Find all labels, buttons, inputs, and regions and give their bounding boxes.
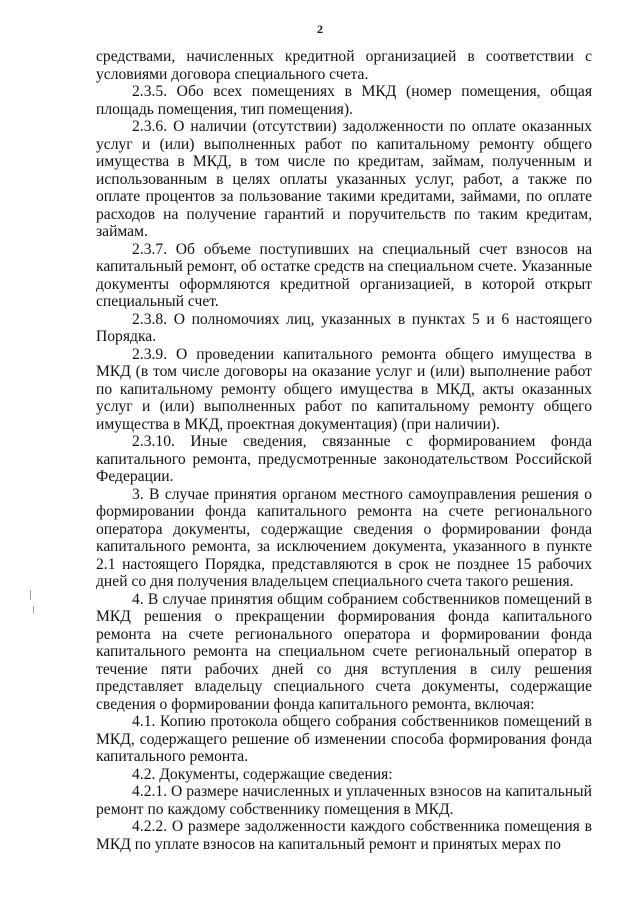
document-body [96,48,592,853]
paragraph-continuation: средствами, начисленных кредитной организацией в соответствии с условиями договора специального счета. [96,48,592,83]
margin-mark [33,606,34,613]
paragraph-2-3-10: 2.3.10. Иные сведения, связанные с формированием фонда капитального ремонта, предусмотренные законодательством Российской Федерации. [96,433,592,485]
paragraph-3: 3. В случае принятия органом местного самоуправления решения о формировании фонда капитального ремонта на счете регионального оператора документы, содержащие сведения о формировании фонда капитального ремонта, за исключением документа, указанного в пункте 2.1 настоящего Порядка, представляются в срок не позднее 15 рабочих дней со дня получения владельцем специального счета такого решения. [96,485,592,590]
paragraph-4-2-1: 4.2.1. О размере начисленных и уплаченных взносов на капитальный ремонт по каждому собственнику помещения в МКД. [96,783,592,818]
paragraph-2-3-9: 2.3.9. О проведении капитального ремонта общего имущества в МКД (в том числе договоры на оказание услуг и (или) выполнение работ по капитальному ремонту общего имущества в МКД, акты оказанных услуг и (или) выполненных работ по капитальному ремонту общего имущества в МКД, проектная документация) (при наличии). [96,345,592,433]
paragraph-2-3-8: 2.3.8. О полномочиях лиц, указанных в пунктах 5 и 6 настоящего Порядка. [96,310,592,345]
paragraph-4-1: 4.1. Копию протокола общего собрания собственников помещений в МКД, содержащего решение об изменении способа формирования фонда капитального ремонта. [96,713,592,765]
paragraph-2-3-7: 2.3.7. Об объеме поступивших на специальный счет взносов на капитальный ремонт, об остатке средств на специальном счете. Указанные документы оформляются кредитной организацией, в которой открыт специальный счет. [96,240,592,310]
page-number: 2 [317,22,323,36]
paragraph-4: 4. В случае принятия общим собранием собственников помещений в МКД решения о прекращении формирования фонда капитального ремонта на счете регионального оператора и формировании фонда капитального ремонта на специальном счете региональный оператор в течение пяти рабочих дней со дня вступления в силу решения представляет владельцу специального счета документы, содержащие сведения о формировании фонда капитального ремонта, включая: [96,590,592,713]
paragraph-4-2: 4.2. Документы, содержащие сведения: [132,765,393,783]
paragraph-4-2-2: 4.2.2. О размере задолженности каждого собственника помещения в МКД по уплате взносов на капитальный ремонт и принятых мерах по [96,818,592,853]
margin-mark [30,590,31,600]
paragraph-2-3-5: 2.3.5. Обо всех помещениях в МКД (номер помещения, общая площадь помещения, тип помещения). [96,83,592,118]
paragraph-2-3-6: 2.3.6. О наличии (отсутствии) задолженности по оплате оказанных услуг и (или) выполненных работ по капитальному ремонту общего имущества в МКД, в том числе по кредитам, займам, полученным и использованным в целях оплаты указанных услуг, работ, а также по оплате процентов за пользование такими кредитами, займами, по оплате расходов на получение гарантий и поручительств по таким кредитам, займам. [96,118,592,240]
